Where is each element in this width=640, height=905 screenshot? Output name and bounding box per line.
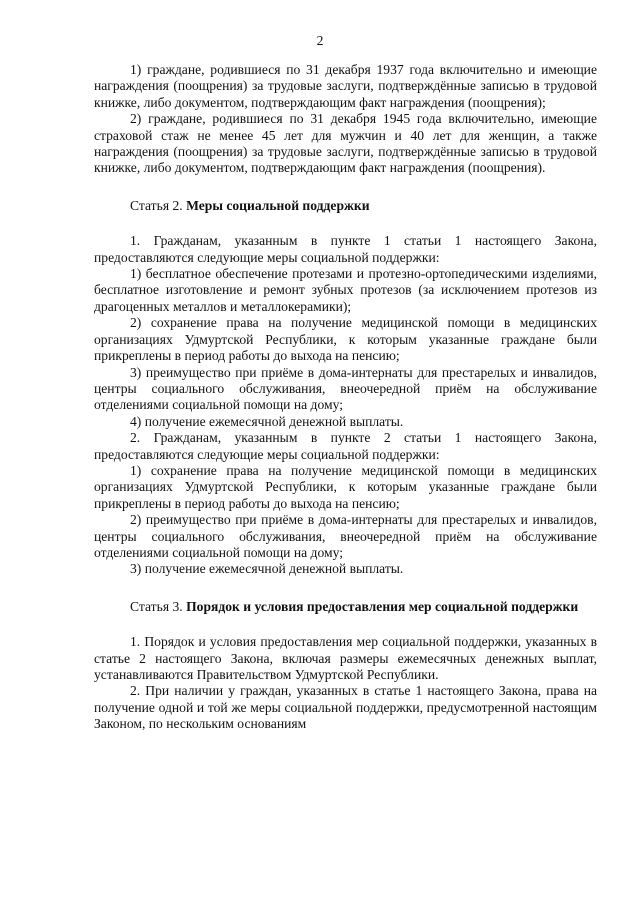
- article-2-heading: [94, 198, 597, 214]
- article-2-paragraph: 2) сохранение права на получение медицинской помощи в медицинских организациях Удмуртской Республики, к которым указанные граждане были прикреплены в период работы до выхода на пенсию;: [94, 315, 597, 364]
- article-3-paragraph: 2. При наличии у граждан, указанных в статье 1 настоящего Закона, права на получение одной и той же меры социальной поддержки, предусмотренной настоящим Законом, по нескольким основаниям: [94, 683, 597, 732]
- intro-item-1: 1) граждане, родившиеся по 31 декабря 1937 года включительно и имеющие награждения (поощрения) за трудовые заслуги, подтверждённые записью в трудовой книжке, либо документом, подтверждающим факт награждения (поощрения);: [94, 62, 597, 110]
- article-2-paragraph: 1) сохранение права на получение медицинской помощи в медицинских организациях Удмуртской Республики, к которым указанные граждане были прикреплены в период работы до выхода на пенсию;: [94, 462, 597, 511]
- article-3-heading: [94, 599, 597, 615]
- article-2-paragraph: 1. Гражданам, указанным в пункте 1 статьи 1 настоящего Закона, предоставляются следующие меры социальной поддержки:: [94, 233, 597, 265]
- article-3-title: Порядок и условия предоставления мер социальной поддержки: [186, 598, 579, 614]
- article-3-label: Статья 3.: [130, 598, 183, 614]
- article-2-paragraph: 3) получение ежемесячной денежной выплаты.: [130, 561, 404, 577]
- article-2-paragraph: 4) получение ежемесячной денежной выплаты.: [130, 413, 404, 429]
- document-body: [94, 62, 597, 733]
- article-2-paragraph: 2) преимущество при приёме в дома-интернаты для престарелых и инвалидов, центры социального обслуживания, внеочередной приём на обслуживание отделениями социальной помощи на дому;: [94, 512, 597, 560]
- article-3-paragraph: 1. Порядок и условия предоставления мер социальной поддержки, указанных в статье 2 настоящего Закона, включая размеры ежемесячных денежных выплат, устанавливаются Правительством Удмуртской Республики.: [94, 634, 597, 682]
- intro-item-2: 2) граждане, родившиеся по 31 декабря 1945 года включительно, имеющие страховой стаж не менее 45 лет для мужчин и 40 лет для женщин, а также награждения (поощрения) за трудовые заслуги, подтверждённые записью в трудовой книжке, либо документом, подтверждающим факт награждения (поощрения).: [94, 111, 597, 176]
- article-2-paragraph: 1) бесплатное обеспечение протезами и протезно-ортопедическими изделиями, бесплатное изготовление и ремонт зубных протезов (за исключением протезов из драгоценных металлов и металлокерамики);: [94, 266, 597, 314]
- article-2-label: Статья 2.: [130, 197, 183, 213]
- article-2-title: Меры социальной поддержки: [186, 197, 370, 213]
- article-2-paragraph: 2. Гражданам, указанным в пункте 2 статьи 1 настоящего Закона, предоставляются следующие меры социальной поддержки:: [94, 430, 597, 462]
- article-2-paragraph: 3) преимущество при приёме в дома-интернаты для престарелых и инвалидов, центры социального обслуживания, внеочередной приём на обслуживание отделениями социальной помощи на дому;: [94, 364, 597, 413]
- page-number: 2: [316, 33, 324, 48]
